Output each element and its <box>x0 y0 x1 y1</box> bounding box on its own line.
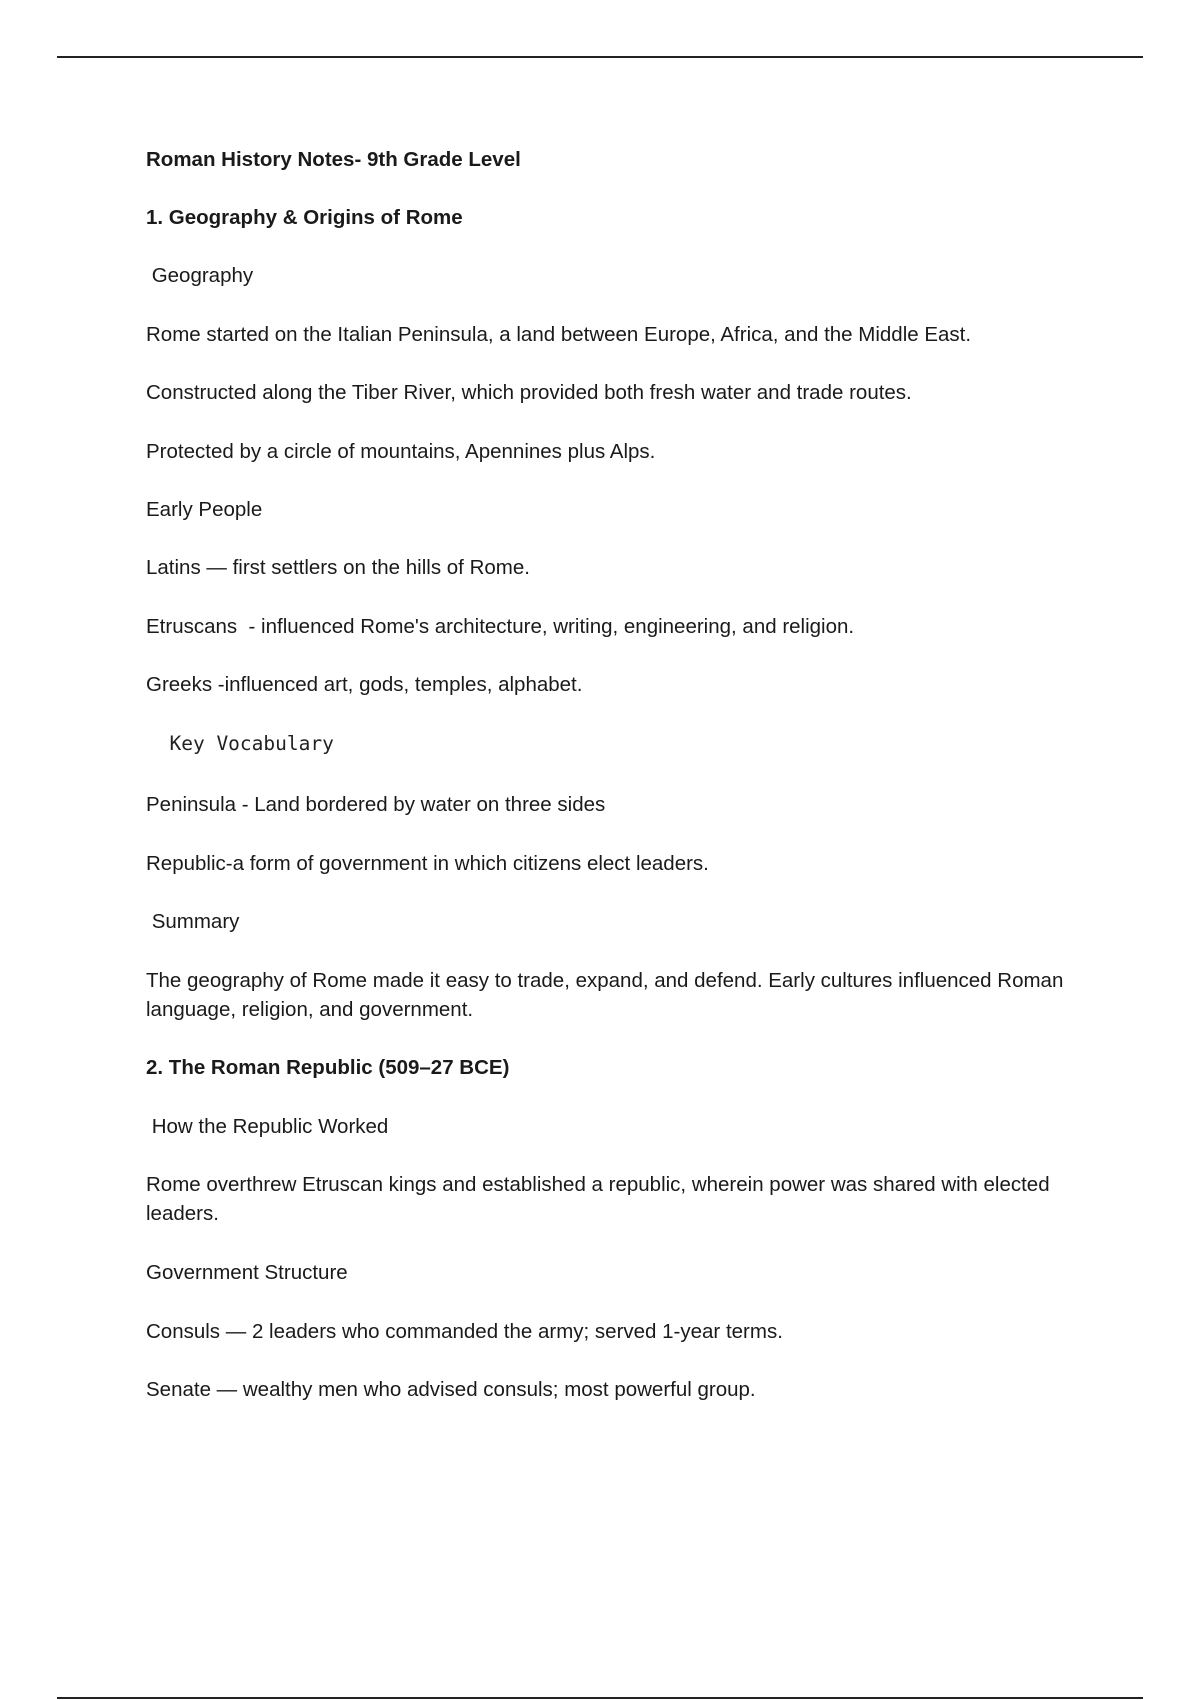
government-structure-subheading: Government Structure <box>146 1261 348 1284</box>
summary-subheading: Summary <box>146 910 240 933</box>
vocabulary-item-2: Republic-a form of government in which citizens elect leaders. <box>146 852 709 875</box>
geography-paragraph-3: Protected by a circle of mountains, Apennines plus Alps. <box>146 440 656 463</box>
geography-paragraph-1: Rome started on the Italian Peninsula, a land between Europe, Africa, and the Middle East. <box>146 323 972 346</box>
document-title: Roman History Notes- 9th Grade Level <box>146 148 521 171</box>
consuls-paragraph: Consuls — 2 leaders who commanded the army; served 1-year terms. <box>146 1320 783 1343</box>
early-people-paragraph-2: Etruscans - influenced Rome's architecture, writing, engineering, and religion. <box>146 615 855 638</box>
early-people-paragraph-3: Greeks -influenced art, gods, temples, alphabet. <box>146 673 583 696</box>
senate-paragraph: Senate — wealthy men who advised consuls; most powerful group. <box>146 1378 756 1401</box>
section-1-heading: 1. Geography & Origins of Rome <box>146 206 463 229</box>
geography-subheading: Geography <box>146 264 254 287</box>
page-bottom-rule <box>57 1697 1143 1699</box>
geography-paragraph-2: Constructed along the Tiber River, which provided both fresh water and trade routes. <box>146 381 912 404</box>
early-people-paragraph-1: Latins — first settlers on the hills of Rome. <box>146 556 530 579</box>
vocabulary-item-1: Peninsula - Land bordered by water on three sides <box>146 793 606 816</box>
summary-paragraph: The geography of Rome made it easy to trade, expand, and defend. Early cultures influenced Roman language, religion, and government. <box>146 969 1070 1021</box>
republic-paragraph: Rome overthrew Etruscan kings and established a republic, wherein power was shared with elected leaders. <box>146 1173 1056 1225</box>
section-2-heading: 2. The Roman Republic (509–27 BCE) <box>146 1056 510 1079</box>
republic-subheading: How the Republic Worked <box>146 1115 389 1138</box>
key-vocabulary-subheading: Key Vocabulary <box>146 732 334 755</box>
page-top-rule <box>57 56 1143 58</box>
early-people-subheading: Early People <box>146 498 263 521</box>
